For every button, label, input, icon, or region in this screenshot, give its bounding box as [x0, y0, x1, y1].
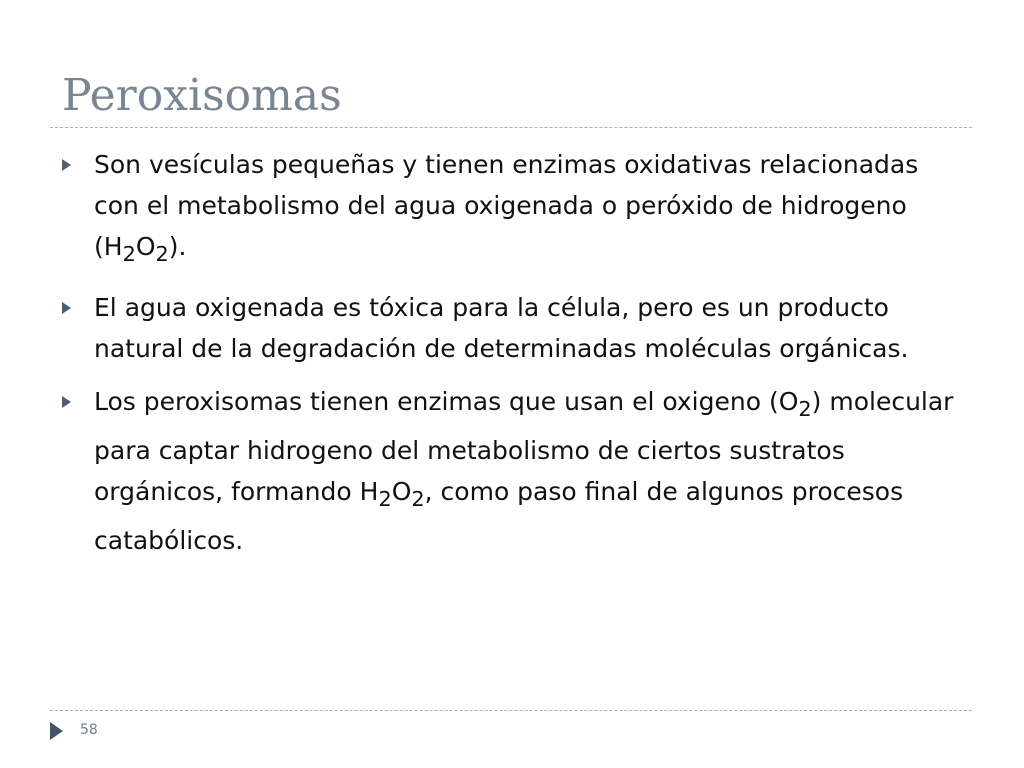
subscript: 2: [378, 487, 392, 511]
triangle-right-icon: [62, 396, 71, 408]
slide-title: Peroxisomas: [62, 70, 342, 121]
bullet-text-segment: Los peroxisomas tienen enzimas que usan el oxigeno (O: [94, 387, 799, 416]
subscript: 2: [411, 487, 425, 511]
triangle-right-icon: [62, 302, 71, 314]
bullet-text: [94, 293, 908, 363]
triangle-right-icon: [50, 722, 63, 740]
bullet-text-segment: ) molecular para captar hidrogeno del metabolismo de ciertos sustratos orgánicos, formando H: [94, 387, 954, 506]
bullet-text-segment: O: [135, 232, 156, 261]
bullet-text-segment: O: [391, 477, 412, 506]
bullet-list: [62, 144, 962, 573]
bullet-text-segment: El agua oxigenada es tóxica para la célula, pero es un producto natural de la degradación de determinadas moléculas orgánicas.: [94, 293, 909, 363]
title-divider: [50, 127, 972, 128]
subscript: 2: [155, 242, 169, 266]
bullet-text-segment: Son vesículas pequeñas y tienen enzimas oxidativas relacionadas con el metabolismo del agua oxigenada o peróxido de hidrogeno (H: [94, 150, 919, 261]
bullet-item: [62, 287, 962, 369]
bullet-item: [62, 381, 962, 561]
bullet-text-segment: ).: [168, 232, 187, 261]
bullet-item: [62, 144, 962, 275]
subscript: 2: [122, 242, 136, 266]
footer-divider: [50, 710, 972, 711]
bullet-text: [94, 150, 919, 266]
page-number: 58: [80, 722, 98, 738]
bullet-text: [94, 387, 953, 555]
subscript: 2: [798, 397, 812, 421]
triangle-right-icon: [62, 159, 71, 171]
bullet-text-segment: , como paso final de algunos procesos catabólicos.: [94, 477, 904, 555]
